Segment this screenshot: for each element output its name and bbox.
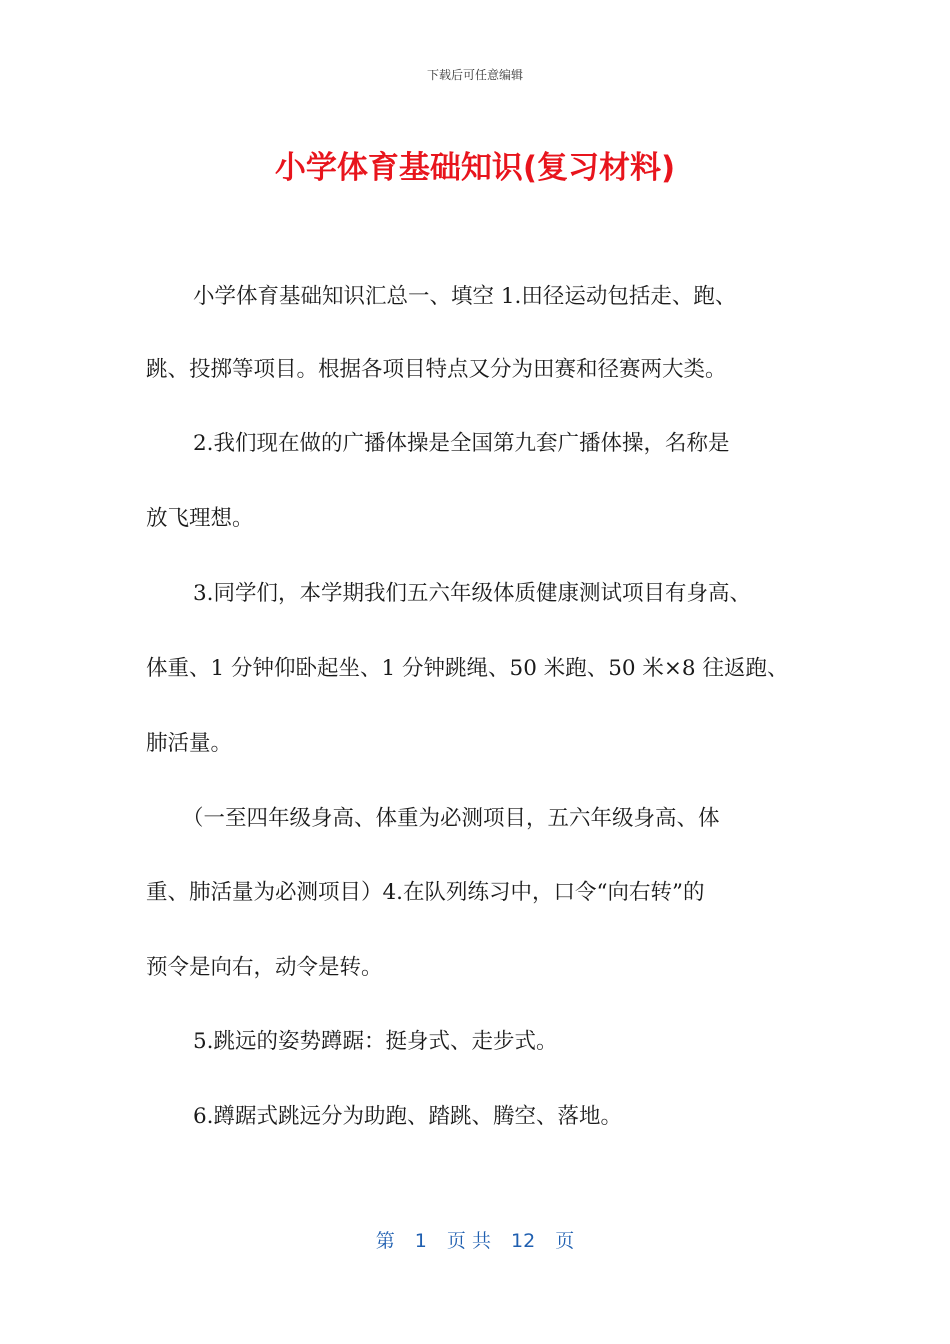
footer-total-pages: 12	[511, 1230, 536, 1252]
paragraph-line: 小学体育基础知识汇总一、填空 1.田径运动包括走、跑、	[193, 284, 737, 309]
paragraph-line: 体重、1 分钟仰卧起坐、1 分钟跳绳、50 米跑、50 米×8 往返跑、	[146, 656, 789, 681]
header-note: 下载后可任意编辑	[426, 68, 523, 82]
document-title: 小学体育基础知识(复习材料)	[274, 150, 676, 186]
paragraph-line: 5.跳远的姿势蹲踞：挺身式、走步式。	[193, 1029, 558, 1054]
footer-suffix: 页	[555, 1230, 575, 1252]
paragraph-line: 3.同学们，本学期我们五六年级体质健康测试项目有身高、	[193, 581, 752, 606]
paragraph-line: 重、肺活量为必测项目）4.在队列练习中，口令“向右转”的	[146, 880, 705, 905]
paragraph-line: 6.蹲踞式跳远分为助跑、踏跳、腾空、落地。	[193, 1104, 623, 1129]
page-footer	[0, 1226, 950, 1253]
paragraph-line: 放飞理想。	[146, 506, 254, 531]
paragraph-line: 预令是向右，动令是转。	[146, 955, 383, 980]
paragraph-line: 肺活量。	[146, 731, 233, 756]
paragraph-line: 跳、投掷等项目。根据各项目特点又分为田赛和径赛两大类。	[146, 357, 727, 382]
paragraph-line: （一至四年级身高、体重为必测项目，五六年级身高、体	[182, 806, 720, 831]
footer-page-number: 1	[414, 1230, 427, 1252]
footer-middle: 页 共	[446, 1230, 491, 1252]
paragraph-line: 2.我们现在做的广播体操是全国第九套广播体操，名称是	[193, 431, 730, 456]
footer-prefix: 第	[375, 1230, 395, 1252]
